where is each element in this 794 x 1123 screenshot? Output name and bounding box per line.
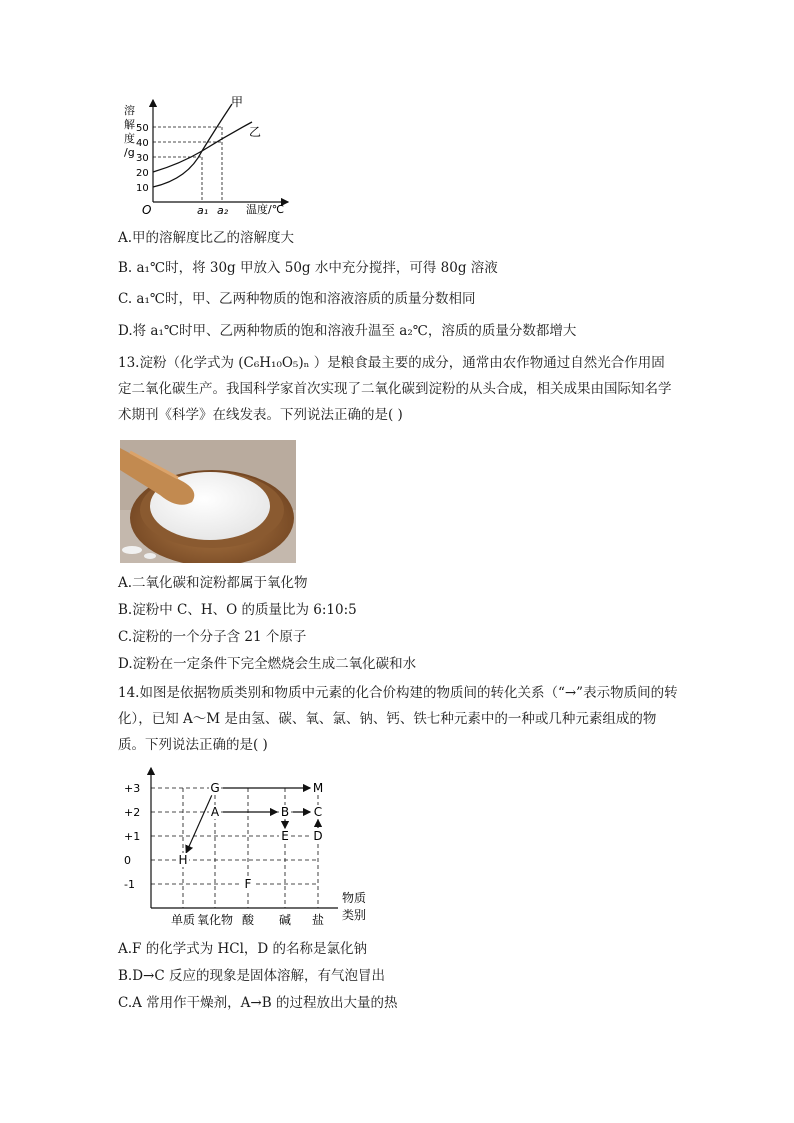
solubility-chart (118, 94, 298, 219)
x-axis-label-2: 类别 (342, 908, 367, 922)
q13-option-c: C.淀粉的一个分子含 21 个原子 (118, 629, 307, 645)
q13-option-d: D.淀粉在一定条件下完全燃烧会生成二氧化碳和水 (118, 656, 417, 672)
y-tick-50: 50 (136, 123, 149, 134)
y-tick-labels (124, 782, 140, 891)
x-axis-label-1: 物质 (342, 891, 367, 905)
q13-stem: 13.淀粉（化学式为 (C₆H₁₀O₅)ₙ ）是粮食最主要的成分，通常由农作物通过自然光合作用固定二氧化碳生产。我国科学家首次实现了二氧化碳到淀粉的从头合成，相关成果由国际知名学术期刊《科学》在线发表。下列说法正确的是( ) (118, 355, 672, 423)
category-label: 碱 (278, 913, 292, 927)
q14-stem: 14.如图是依据物质类别和物质中元素的化合价构建的物质间的转化关系（“→”表示物质间的转化），已知 A～M 是由氢、碳、氧、氯、钠、钙、铁七种元素中的一种或几种元素组成的物质。下列说法正确的是( ) (118, 685, 678, 753)
y-tick--1: -1 (124, 878, 135, 891)
y-label-3: 度 (124, 132, 135, 145)
x-tick-a2: a₂ (217, 204, 229, 217)
y-tick-20: 20 (136, 168, 149, 179)
y-tick-labels (136, 123, 149, 194)
guide-lines (153, 127, 222, 202)
point-C: C (313, 805, 323, 819)
point-A: A (210, 805, 220, 819)
origin-label: O (142, 203, 152, 217)
series-jia-curve (153, 104, 232, 187)
q13-option-a: A.二氧化碳和淀粉都属于氧化物 (118, 575, 308, 591)
point-B: B (280, 805, 290, 819)
q14-option-b: B.D→C 反应的现象是固体溶解，有气泡冒出 (118, 968, 385, 984)
category-labels (171, 912, 324, 927)
category-label: 盐 (311, 913, 325, 927)
q14-option-a: A.F 的化学式为 HCl，D 的名称是氯化钠 (118, 941, 368, 957)
point-D: D (313, 829, 323, 843)
y-tick-+3: +3 (124, 782, 141, 795)
grid-lines (151, 788, 318, 908)
y-label-4: /g (124, 146, 135, 159)
category-label: 酸 (241, 913, 255, 927)
y-label-2: 解 (124, 118, 135, 131)
q12-option-c: C. a₁℃时，甲、乙两种物质的饱和溶液溶质的质量分数相同 (118, 291, 476, 307)
category-label: 单质 (170, 913, 196, 927)
series-yi-curve (153, 122, 252, 172)
y-tick-40: 40 (136, 138, 149, 149)
q13-option-b: B.淀粉中 C、H、O 的质量比为 6:10:5 (118, 602, 357, 618)
point-H: H (178, 853, 188, 867)
valence-category-chart (118, 764, 388, 934)
point-M: M (312, 781, 324, 795)
point-F: F (244, 877, 252, 891)
y-label-1: 溶 (124, 104, 135, 117)
x-axis-label: 温度/℃ (246, 203, 285, 216)
y-tick-+2: +2 (124, 806, 141, 819)
q14-option-c: C.A 常用作干燥剂，A→B 的过程放出大量的热 (118, 995, 398, 1011)
q12-option-b: B. a₁℃时，将 30g 甲放入 50g 水中充分搅拌，可得 80g 溶液 (118, 260, 498, 276)
y-tick-30: 30 (136, 153, 149, 164)
arrow-G-H (186, 795, 212, 852)
category-label: 氧化物 (196, 913, 234, 927)
y-tick-+1: +1 (124, 830, 141, 843)
y-tick-10: 10 (136, 183, 149, 194)
point-E: E (281, 829, 289, 843)
series-jia-label: 甲 (231, 95, 244, 109)
starch-photo (120, 440, 296, 563)
conversion-arrows (186, 788, 318, 853)
y-tick-0: 0 (124, 854, 131, 867)
point-G: G (210, 781, 220, 795)
q12-option-a: A.甲的溶解度比乙的溶解度大 (118, 230, 295, 246)
series-yi-label: 乙 (249, 125, 262, 139)
q12-option-d: D.将 a₁℃时甲、乙两种物质的饱和溶液升温至 a₂℃，溶质的质量分数都增大 (118, 323, 577, 339)
x-tick-a1: a₁ (197, 204, 209, 217)
